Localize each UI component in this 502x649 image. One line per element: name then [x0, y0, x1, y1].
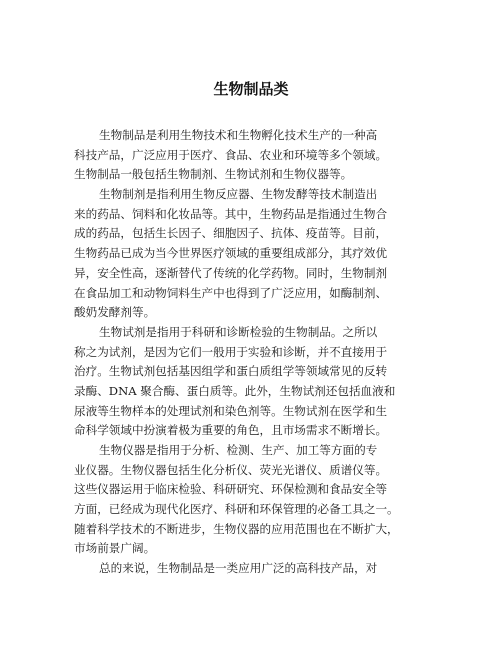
text-line: 总的来说，生物制品是一类应用广泛的高科技产品，对: [99, 561, 378, 576]
text-line: 业仪器。生物仪器包括生化分析仪、荧光光谱仪、质谱仪等。: [74, 462, 388, 477]
text-line: 生物仪器是指用于分析、检测、生产、加工等方面的专: [99, 443, 378, 457]
text-line: 录酶、DNA 聚合酶、蛋白质等。此外，生物试剂还包括血液和: [74, 383, 396, 398]
page-title: 生物制品类: [213, 80, 289, 98]
text-line: 这些仪器运用于临床检验、科研研究、环保检测和食品安全等: [74, 482, 388, 497]
text-line: 治疗。生物试剂包括基因组学和蛋白质组学等领域常见的反转: [74, 364, 388, 379]
text-line: 方面，已经成为现代化医疗、科研和环保管理的必备工具之一。: [74, 502, 399, 517]
document-body: [74, 126, 434, 579]
text-line: 成的药品，包括生长因子、细胞因子、抗体、疫苗等。目前，: [74, 226, 388, 241]
text-line: 异，安全性高，逐渐替代了传统的化学药物。同时，生物制剂: [74, 265, 388, 280]
text-line: 市场前景广阔。: [74, 541, 156, 556]
text-line: 生物试剂是指用于科研和诊断检验的生物制品。之所以: [99, 324, 378, 339]
text-line: 来的药品、饲料和化妆品等。其中，生物药品是指通过生物合: [74, 206, 388, 221]
text-line: 随着科学技术的不断进步，生物仪器的应用范围也在不断扩大，: [74, 521, 399, 536]
text-line: 生物制剂是指利用生物反应器、生物发酵等技术制造出: [99, 187, 378, 202]
text-line: 生物制品一般包括生物制剂、生物试剂和生物仪器等。: [74, 167, 353, 182]
text-line: 生物制品是利用生物技术和生物孵化技术生产的一种高: [99, 128, 378, 142]
text-line: 在食品加工和动物饲料生产中也得到了广泛应用，如酶制剂、: [74, 285, 388, 300]
text-line: 酸奶发酵剂等。: [74, 305, 156, 320]
text-line: 命科学领域中扮演着极为重要的角色，且市场需求不断增长。: [74, 423, 388, 438]
text-line: 科技产品，广泛应用于医疗、食品、农业和环境等多个领域。: [74, 147, 388, 162]
text-line: 称之为试剂，是因为它们一般用于实验和诊断，并不直接用于: [74, 344, 388, 359]
text-line: 生物药品已成为当今世界医疗领域的重要组成部分，其疗效优: [74, 246, 388, 261]
text-line: 尿液等生物样本的处理试剂和染色剂等。生物试剂在医学和生: [74, 403, 388, 418]
